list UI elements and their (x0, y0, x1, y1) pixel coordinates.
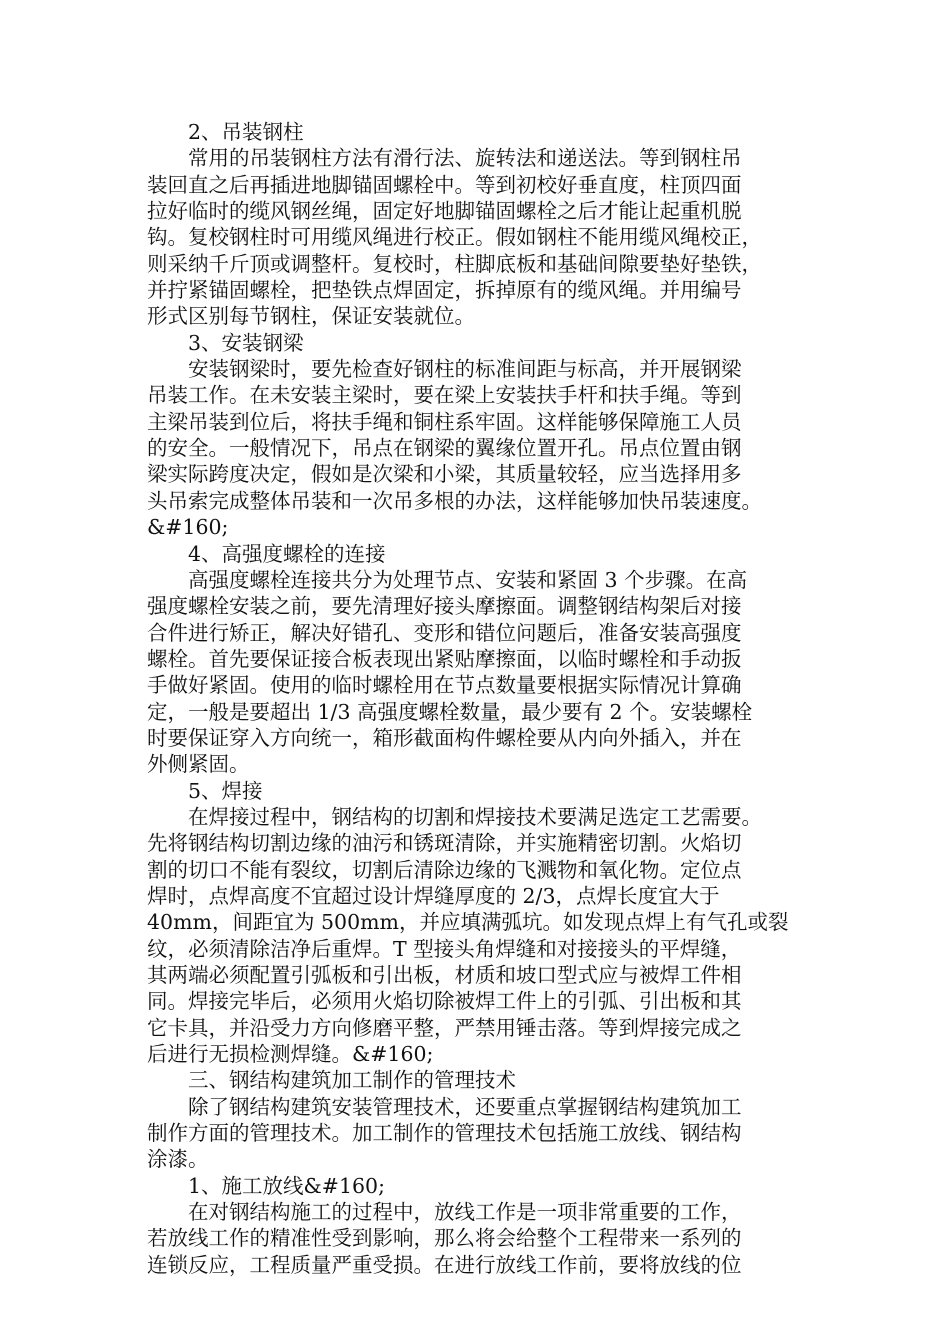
paragraph-line: 其两端必须配置引弧板和引出板，材质和坡口型式应与被焊工件相 (147, 963, 742, 987)
paragraph-line: 制作方面的管理技术。加工制作的管理技术包括施工放线、钢结构 (147, 1121, 742, 1146)
paragraph-line: 后进行无损检测焊缝。&#160; (147, 1042, 434, 1067)
section-heading: 三、钢结构建筑加工制作的管理技术 (188, 1068, 516, 1093)
paragraph-line: 常用的吊装钢柱方法有滑行法、旋转法和递送法。等到钢柱吊 (188, 146, 742, 171)
paragraph-line: 头吊索完成整体吊装和一次吊多根的办法，这样能够加快吊装速度。 (147, 488, 762, 513)
section-heading: 3、安装钢梁 (188, 330, 304, 355)
paragraph-line: 高强度螺栓连接共分为处理节点、安装和紧固 3 个步骤。在高 (188, 567, 748, 592)
paragraph-line: 形式区别每节钢柱，保证安装就位。 (147, 304, 475, 329)
paragraph-line: 则采纳千斤顶或调整杆。复校时，柱脚底板和基础间隙要垫好垫铁， (147, 251, 762, 276)
paragraph-line: 若放线工作的精准性受到影响，那么将会给整个工程带来一系列的 (147, 1226, 742, 1251)
paragraph-line: 焊时，点焊高度不宜超过设计焊缝厚度的 2/3，点焊长度宜大于 (147, 883, 720, 908)
paragraph-line: 梁实际跨度决定，假如是次梁和小梁，其质量较轻，应当选择用多 (147, 462, 742, 487)
paragraph-line: 它卡具，并沿受力方向修磨平整，严禁用锤击落。等到焊接完成之 (147, 1015, 742, 1040)
paragraph-line: 涂漆。 (147, 1147, 209, 1172)
paragraph-line: 纹，必须清除洁净后重焊。T 型接头角焊缝和对接接头的平焊缝， (147, 936, 742, 961)
paragraph-line: 的安全。一般情况下，吊点在钢梁的翼缘位置开孔。吊点位置由钢 (147, 436, 742, 461)
paragraph-line: 并拧紧锚固螺栓，把垫铁点焊固定，拆掉原有的缆风绳。并用编号 (147, 278, 742, 303)
document-body (147, 119, 807, 1278)
paragraph-line: 拉好临时的缆风钢丝绳，固定好地脚锚固螺栓之后才能让起重机脱 (147, 199, 742, 224)
paragraph-line: 螺栓。首先要保证接合板表现出紧贴摩擦面，以临时螺栓和手动扳 (147, 646, 742, 671)
paragraph-line: 同。焊接完毕后，必须用火焰切除被焊工件上的引弧、引出板和其 (147, 989, 742, 1014)
paragraph-line: 合件进行矫正，解决好错孔、变形和错位问题后，准备安装高强度 (147, 620, 742, 645)
section-heading: 4、高强度螺栓的连接 (188, 541, 386, 566)
paragraph-line: 吊装工作。在未安装主梁时，要在梁上安装扶手杆和扶手绳。等到 (147, 383, 742, 408)
paragraph-line: 40mm，间距宜为 500mm，并应填满弧坑。如发现点焊上有气孔或裂 (147, 910, 789, 935)
paragraph-line: 定，一般是要超出 1/3 高强度螺栓数量，最少要有 2 个。安装螺栓 (147, 699, 753, 724)
section-heading: 5、焊接 (188, 778, 263, 803)
paragraph-line: 在焊接过程中，钢结构的切割和焊接技术要满足选定工艺需要。 (188, 804, 762, 829)
paragraph-line: 时要保证穿入方向统一，箱形截面构件螺栓要从内向外插入，并在 (147, 725, 742, 750)
paragraph-line: 除了钢结构建筑安装管理技术，还要重点掌握钢结构建筑加工 (188, 1094, 742, 1119)
paragraph-line: 外侧紧固。 (147, 752, 250, 777)
paragraph-line: 手做好紧固。使用的临时螺栓用在节点数量要根据实际情况计算确 (147, 673, 742, 698)
paragraph-line: 连锁反应，工程质量严重受损。在进行放线工作前，要将放线的位 (147, 1252, 742, 1277)
paragraph-line: 装回直之后再插进地脚锚固螺栓中。等到初校好垂直度，柱顶四面 (147, 172, 742, 197)
paragraph-line: 安装钢梁时，要先检查好钢柱的标准间距与标高，并开展钢梁 (188, 357, 742, 382)
paragraph-line: 钩。复校钢柱时可用缆风绳进行校正。假如钢柱不能用缆风绳校正， (147, 225, 762, 250)
paragraph-line: &#160; (147, 515, 229, 540)
section-heading: 2、吊装钢柱 (188, 120, 304, 144)
paragraph-line: 割的切口不能有裂纹，切割后清除边缘的飞溅物和氧化物。定位点 (147, 857, 742, 882)
paragraph-line: 先将钢结构切割边缘的油污和锈斑清除，并实施精密切割。火焰切 (147, 831, 742, 856)
paragraph-line: 强度螺栓安装之前，要先清理好接头摩擦面。调整钢结构架后对接 (147, 594, 742, 619)
section-heading: 1、施工放线&#160; (188, 1173, 386, 1198)
paragraph-line: 在对钢结构施工的过程中，放线工作是一项非常重要的工作， (188, 1200, 742, 1225)
paragraph-line: 主梁吊装到位后，将扶手绳和铜柱系牢固。这样能够保障施工人员 (147, 409, 742, 434)
